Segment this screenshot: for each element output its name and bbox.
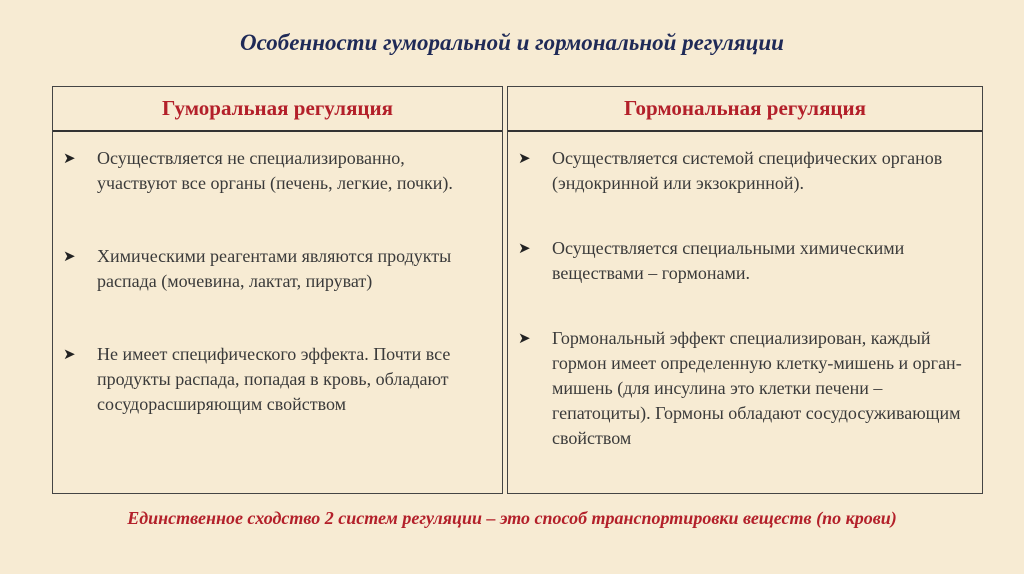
list-item <box>63 146 484 196</box>
list-item <box>518 146 964 196</box>
arrow-bullet-icon: ➤ <box>518 151 531 167</box>
hormonal-heading: Гормональная регуляция <box>508 87 982 132</box>
humoral-list <box>53 132 502 417</box>
arrow-bullet-icon: ➤ <box>63 151 76 167</box>
arrow-bullet-icon: ➤ <box>518 331 531 347</box>
list-item-text: Осуществляется специальными химическими веществами – гормонами. <box>552 238 905 283</box>
arrow-bullet-icon: ➤ <box>63 249 76 265</box>
list-item-text: Гормональный эффект специализирован, каждый гормон имеет определенную клетку-мишень и орган-мишень (для инсулина это клетки печени – гепатоциты). Гормоны обладают сосудосуживающим свойством <box>552 328 962 448</box>
humoral-heading: Гуморальная регуляция <box>53 87 502 132</box>
list-item-text: Не имеет специфического эффекта. Почти все продукты распада, попадая в кровь, обладают сосудорасширяющим свойством <box>97 344 451 414</box>
similarity-note: Единственное сходство 2 систем регуляции – это способ транспортировки веществ (по крови) <box>127 508 897 528</box>
page-title: Особенности гуморальной и гормональной регуляции <box>240 30 784 55</box>
list-item-text: Осуществляется не специализированно, участвуют все органы (печень, легкие, почки). <box>97 148 453 193</box>
list-item <box>63 342 484 417</box>
list-item-text: Осуществляется системой специфических органов (эндокринной или экзокринной). <box>552 148 943 193</box>
list-item-text: Химическими реагентами являются продукты распада (мочевина, лактат, пируват) <box>97 246 452 291</box>
list-item <box>518 236 964 286</box>
humoral-column <box>52 86 503 494</box>
hormonal-list <box>508 132 982 451</box>
arrow-bullet-icon: ➤ <box>63 347 76 363</box>
hormonal-column <box>507 86 983 494</box>
arrow-bullet-icon: ➤ <box>518 241 531 257</box>
list-item <box>518 326 964 451</box>
list-item <box>63 244 484 294</box>
